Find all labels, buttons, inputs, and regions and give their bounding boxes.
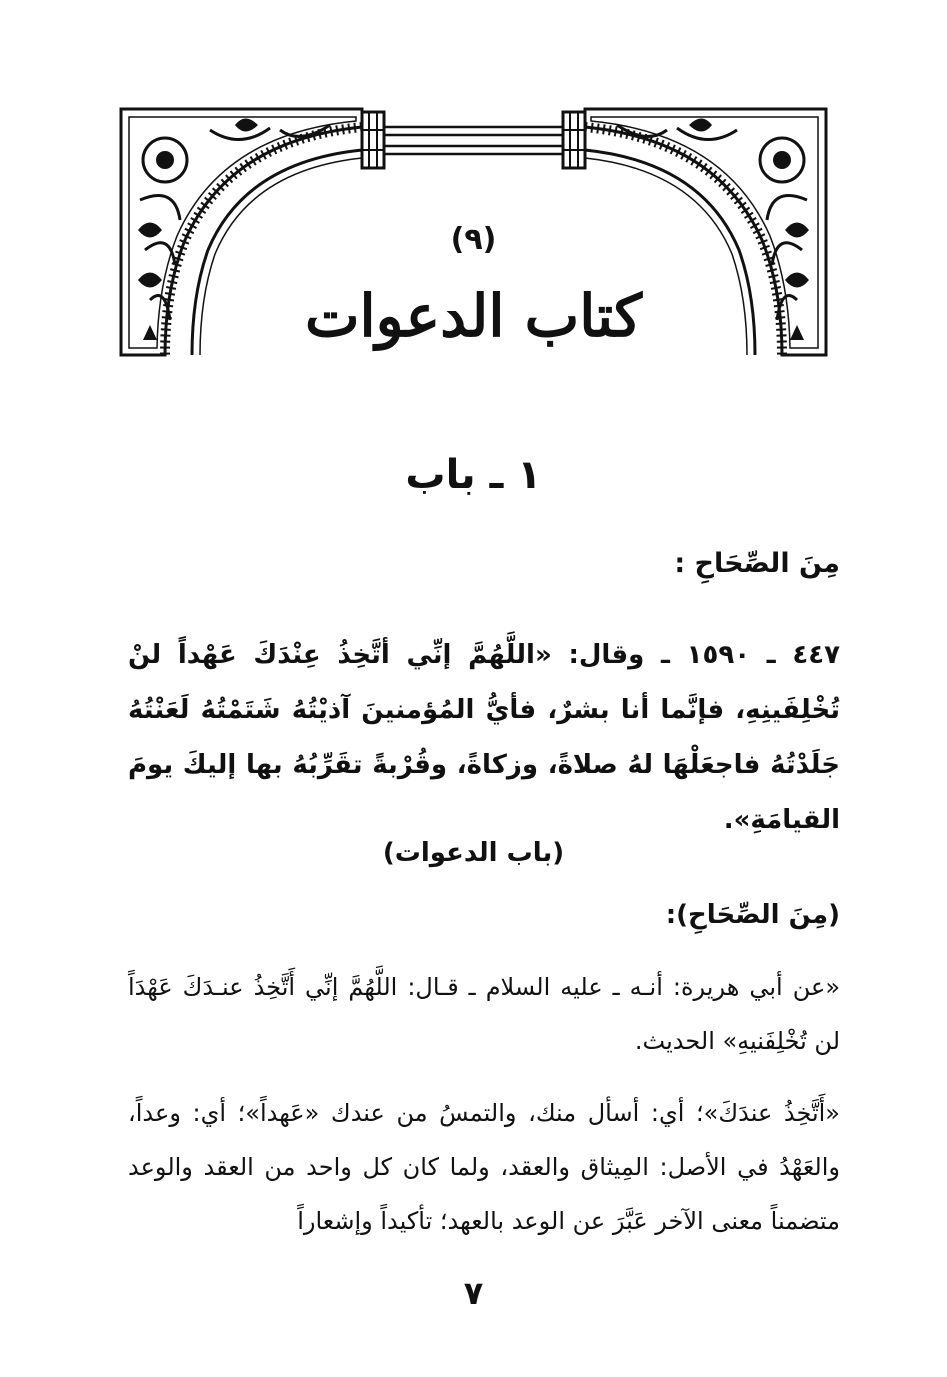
page-number: ٧ xyxy=(463,1274,484,1312)
commentary-paragraph-2: «أَتَّخِذُ عندَكَ»؛ أي: أسأل منك، والتمسُ من عندك «عَهداً»؛ أي: وعداً، والعَهْدُ في الأصل: المِيثاق والعقد، ولما كان كل واحد من العقد والوعد متضمناً معنى الآخر عَبَّرَ عن الوعد بالعهد؛ تأكيداً وإشعاراً xyxy=(128,1099,840,1235)
commentary-sub-heading: (باب الدعوات) xyxy=(382,838,565,868)
commentary-paragraph-1: «عن أبي هريرة: أنـه ـ عليه السلام ـ قـال: اللَّهُمَّ إنِّي أَتَّخِذُ عنـدَكَ عَهْدَاً لن تُخْلِفَنيهِ» الحديث. xyxy=(128,973,840,1055)
book-title: كتاب الدعوات xyxy=(304,282,643,350)
hadith-text: ٤٤٧ ـ ١٥٩٠ ـ وقال: «اللَّهُمَّ إنِّي أتَّخِذُ عِنْدَكَ عَهْداً لنْ تُخْلِفَينِهِ، فإنَّما أنا بشرٌ، فأيُّ المُؤمنينَ آذيْتُهُ شَتَمْتُهُ لَعَنْتُهُ جَلَدْتُهُ فاجعَلْهَا لهُ صلاةً، وزكاةً، وقُرْبةً تقَرِّبُهُ بها إليكَ يومَ القيامَةِ». xyxy=(128,640,840,835)
commentary-sihah-label: (مِنَ الصِّحَاحِ): xyxy=(665,900,840,930)
chapter-number: (٩) xyxy=(450,222,497,257)
top-lintel xyxy=(362,112,585,168)
sihah-label: مِنَ الصِّحَاحِ : xyxy=(674,548,840,579)
bab-heading: ١ ـ باب xyxy=(405,452,542,498)
